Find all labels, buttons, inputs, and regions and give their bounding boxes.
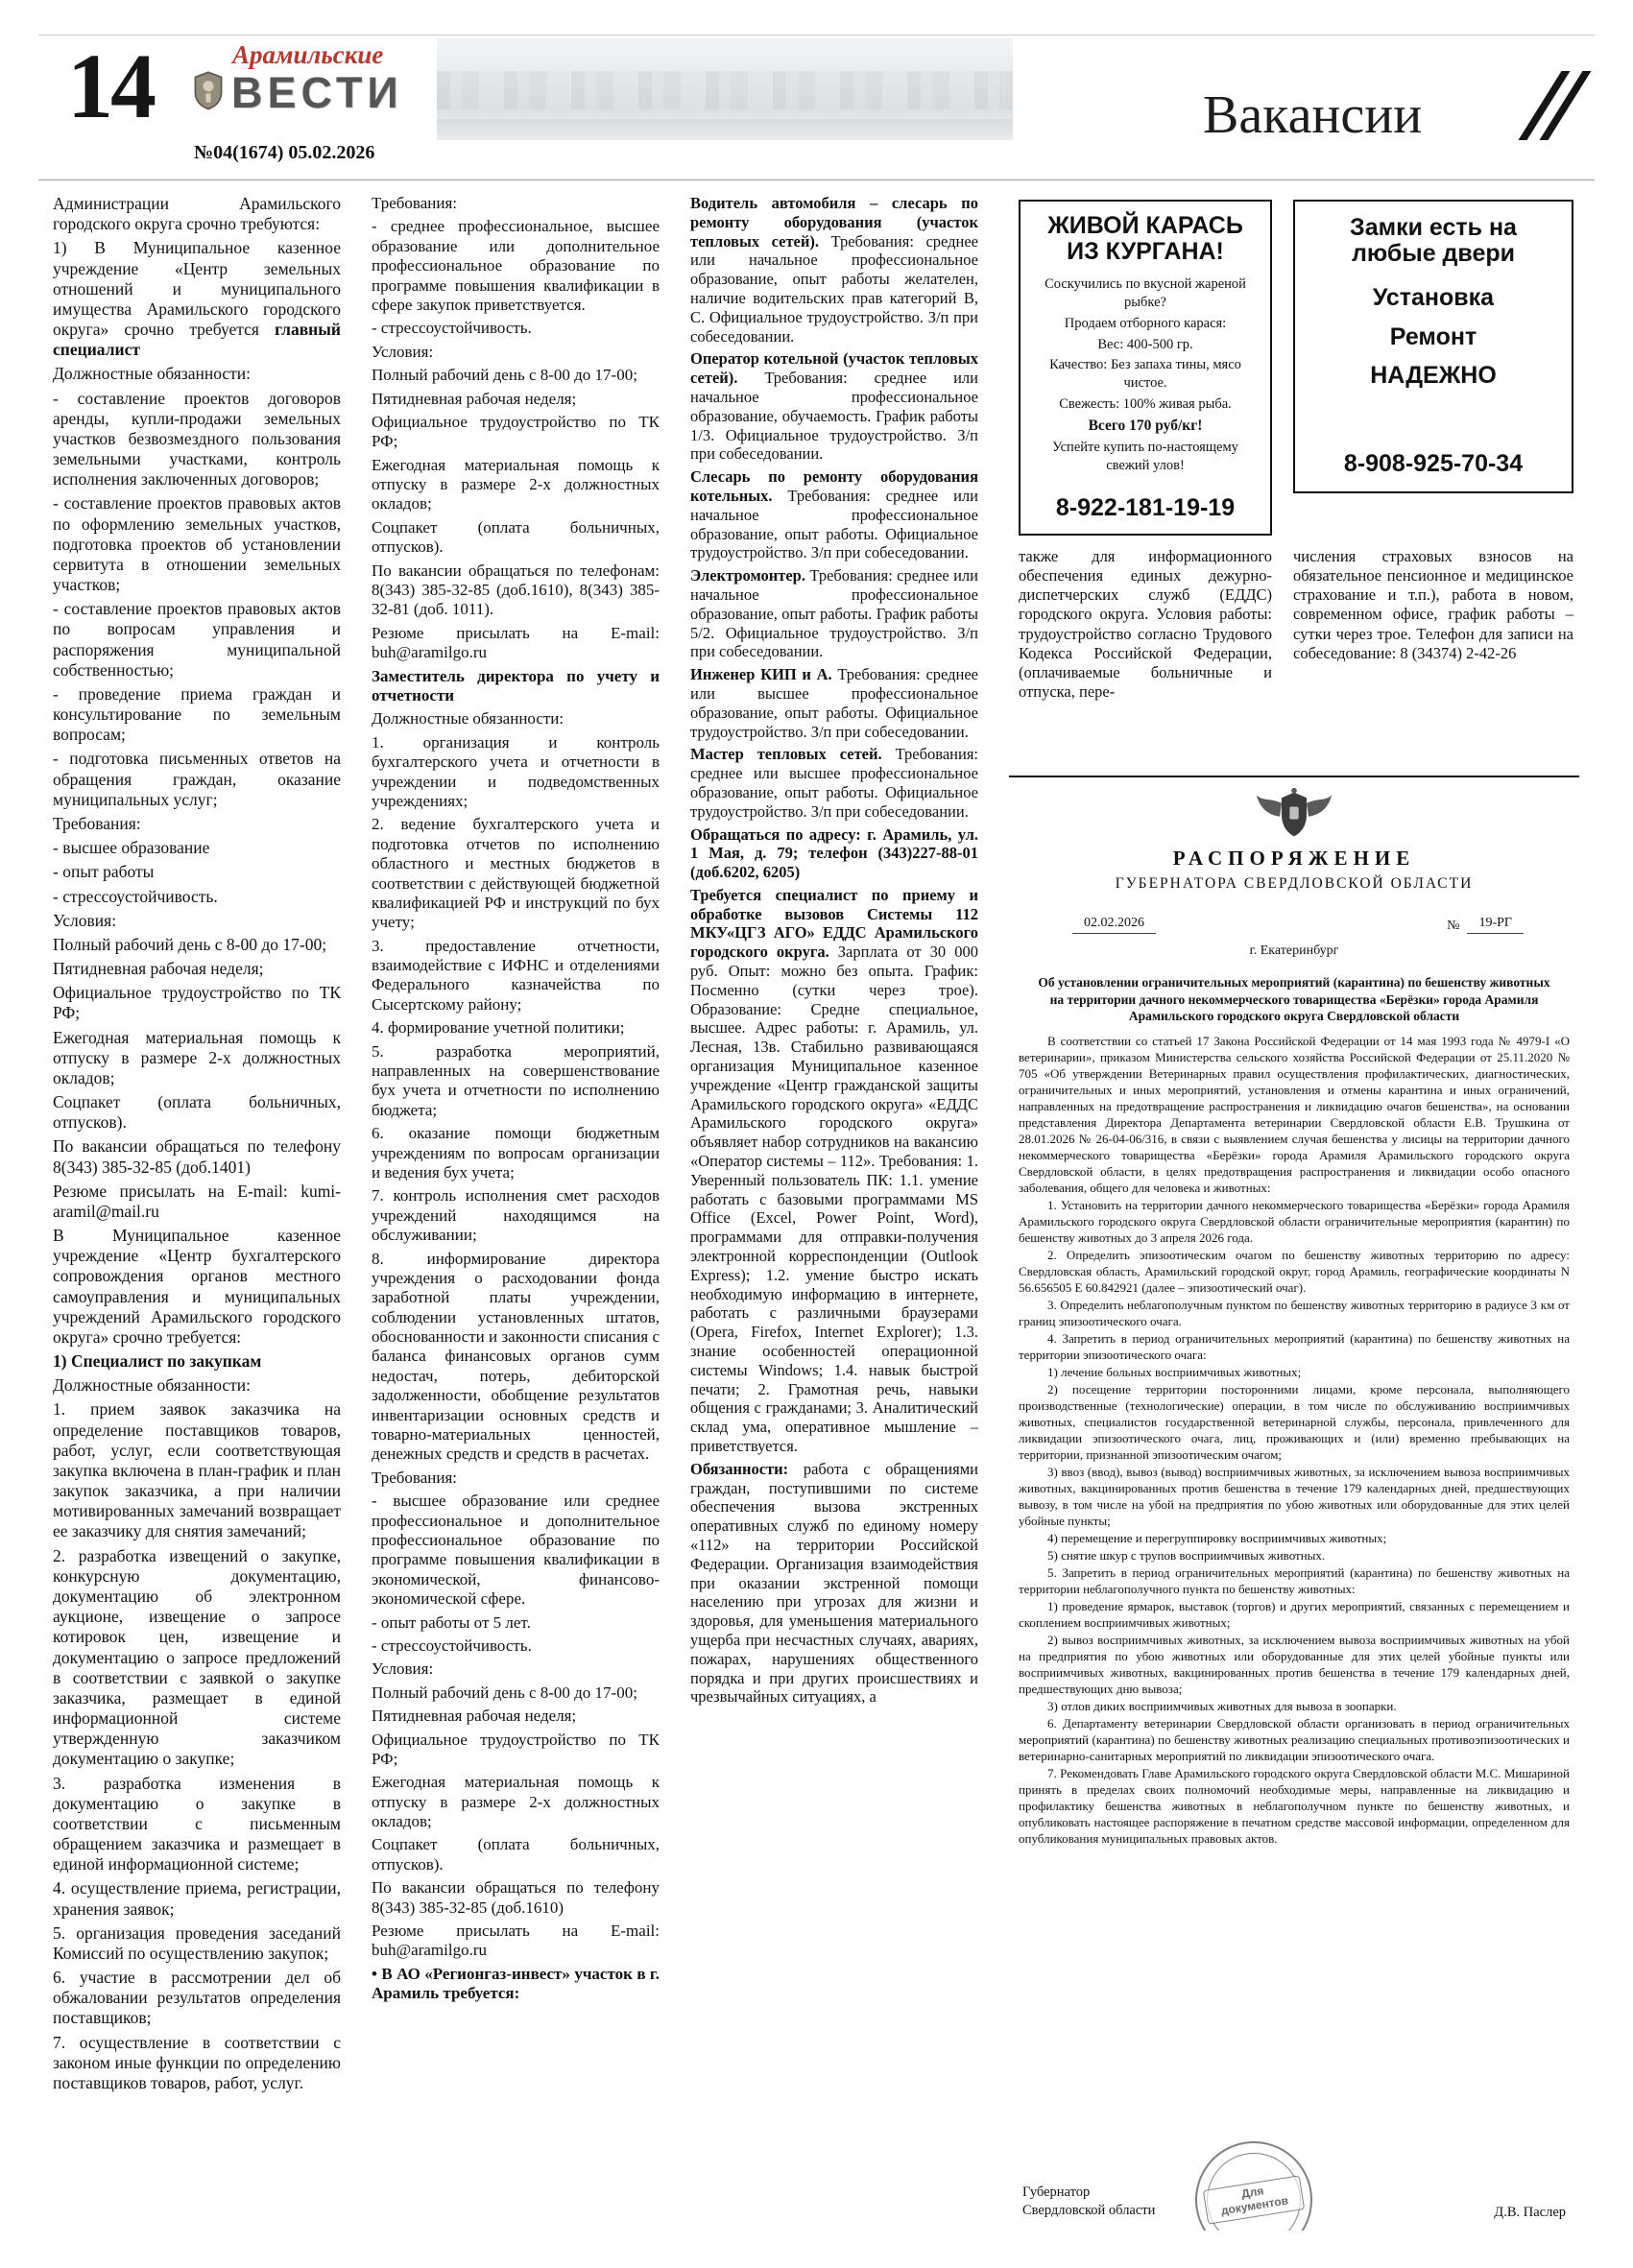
coat-of-arms-icon bbox=[1254, 787, 1334, 841]
vacancy-paragraph: Ежегодная материальная помощь к отпуску в размере 2-х должностных окладов; bbox=[53, 1027, 341, 1087]
continuation-paragraph: также для информационного обеспечения единых дежурно-диспетчерских служб (ЕДДС) городского округа. Условия работы: трудоустройство согласно Трудового Кодекса Российской Федерации, (оплачиваемые больничные и отпуска, пере- bbox=[1019, 547, 1272, 701]
decree-kind: РАСПОРЯЖЕНИЕ bbox=[1172, 847, 1416, 870]
vacancy-paragraph: Условия: bbox=[53, 910, 117, 930]
vacancy-paragraph: 1. прием заявок заказчика на определение поставщиков товаров, работ, услуг, если соответствующая закупка включена в план-график и план закупок заказчика, а при наличии мотивированных замечаний возвращает ее заказчику для снятия замечаний; bbox=[53, 1399, 341, 1541]
vacancy-paragraph: - составление проектов правовых актов по оформлению земельных участков, подготовка проектов об установлении сервитута в отношении земельных участков; bbox=[53, 493, 341, 595]
continuation-column-b bbox=[1293, 547, 1573, 762]
vacancy-paragraph: 2. ведение бухгалтерского учета и подготовка отчетов по исполнению областного и местных бюджетов в соответствии с действующей бюджетной квалификацией РФ и инструкций по бух учету; bbox=[372, 815, 660, 932]
vacancy-paragraph: Электромонтер. Требования: среднее или начальное профессиональное образование, опыт работы. График работы 5/2. Официальное трудоустройство. З/п при собеседовании. bbox=[690, 566, 978, 661]
decree-paragraph: 5. Запретить в период ограничительных мероприятий (карантина) по бешенству животных на территории неблагополучного пункта по бешенству животных: bbox=[1019, 1565, 1570, 1597]
decree-document bbox=[1009, 787, 1579, 2231]
decree-paragraph: 7. Рекомендовать Главе Арамильского городского округа Свердловской области М.С. Мишариной принять в пределах своих полномочий необходимые меры, направленные на ликвидацию и профилактику бешенства животных в неблагополучном пункте по бешенству животных, и опубликовать настоящее распоряжение в печатном средстве массовой информации, определенном для опубликования муниципальных правовых актов. bbox=[1019, 1766, 1570, 1847]
vacancy-paragraph: 5. организация проведения заседаний Комиссий по осуществлению закупок; bbox=[53, 1922, 341, 1963]
vacancy-paragraph: Требования: bbox=[372, 1468, 458, 1487]
vacancy-paragraph: Резюме присылать на E-mail: kumi-aramil@mail.ru bbox=[53, 1181, 341, 1221]
vacancy-paragraph: Пятидневная рабочая неделя; bbox=[53, 959, 264, 979]
vacancy-paragraph: 2. разработка извещений о закупке, конкурсную документацию, документацию об электронном аукционе, извещение о запросе котировок цен, извещение и документацию о запросе предложений в соответствии с заявкой о закупке заказчика, размещает в единой информационной системе утвержденную заказчиком документацию о закупке; bbox=[53, 1545, 341, 1769]
vacancy-paragraph: - опыт работы от 5 лет. bbox=[372, 1612, 531, 1632]
vacancy-paragraph: По вакансии обращаться по телефонам: 8(343) 385-32-85 (доб.1610), 8(343) 385-32-81 (доб. 1011). bbox=[372, 561, 660, 619]
ad-fish-line: Соскучились по вкусной жареной рыбке? bbox=[1045, 276, 1246, 310]
vacancy-paragraph: 3. предоставление отчетности, взаимодействие с ИФНС и отделениями Федерального казначейства по Сысертскому району; bbox=[372, 936, 660, 1014]
ad-fish-line: Свежесть: 100% живая рыба. bbox=[1059, 396, 1232, 413]
ad-fish-line: Качество: Без запаха тины, мясо чистое. bbox=[1049, 357, 1241, 392]
decree-paragraph: 2) посещение территории посторонними лицами, кроме персонала, выполняющего производственные (технологические) операции, в том числе по обслуживанию восприимчивых животных, специалистов государственной ветеринарной службы, персонала, привлеченного для ликвидации эпизоотического очага, лиц, проживающих и (или) временно пребывающих на территории, признанной эпизоотическим очагом; bbox=[1019, 1381, 1570, 1463]
vacancy-paragraph: Полный рабочий день с 8-00 до 17-00; bbox=[53, 934, 327, 954]
vacancy-paragraph: - стрессоустойчивость. bbox=[53, 886, 218, 906]
decree-number: 19-РГ bbox=[1467, 916, 1524, 934]
vacancy-paragraph: Официальное трудоустройство по ТК РФ; bbox=[53, 983, 341, 1023]
vacancy-paragraph: - среднее профессиональное, высшее образование или дополнительное профессиональное образование по программе повышения квалификации в сфере закупок приветствуется. bbox=[372, 217, 660, 314]
vacancy-paragraph: Инженер КИП и А. Требования: среднее или высшее профессиональное образование, опыт работы. Официальное трудоустройство. З/п при собеседовании. bbox=[690, 665, 978, 741]
right-region bbox=[1009, 194, 1579, 2231]
vacancy-paragraph: Пятидневная рабочая неделя; bbox=[372, 1707, 577, 1726]
vacancy-paragraph: Должностные обязанности: bbox=[372, 709, 564, 728]
ad-locks-line-repair: Ремонт bbox=[1389, 322, 1477, 350]
vacancy-paragraph: Должностные обязанности: bbox=[53, 1375, 252, 1396]
vacancy-paragraph: 1) В Муниципальное казенное учреждение «Центр земельных отношений и муниципального имущества Арамильского городского округа» срочно требуется главный специалист bbox=[53, 238, 341, 360]
vacancy-paragraph: 8. информирование директора учреждения о расходовании фонда заработной платы учреждении, соблюдении установленных штатов, обоснованности и законности списания с баланса финансовых органов сумм недостач, потерь, дебиторской задолженности, обобщение результатов инвентаризации основных средств и товарно-материальных ценностей, денежных средств и средств в расчетах. bbox=[372, 1249, 660, 1464]
vacancy-paragraph: 6. оказание помощи бюджетным учреждениям по вопросам организации и ведения бух учета; bbox=[372, 1124, 660, 1182]
vacancy-paragraph: - проведение приема граждан и консультирование по земельным вопросам; bbox=[53, 683, 341, 745]
vacancy-paragraph: 7. контроль исполнения смет расходов учреждений находящимся на обслуживании; bbox=[372, 1186, 660, 1245]
vacancy-paragraph: Ежегодная материальная помощь к отпуску в размере 2-х должностных окладов; bbox=[372, 455, 660, 513]
masthead-script: Арамильские bbox=[232, 40, 384, 69]
ad-fish-title-line2: ИЗ КУРГАНА! bbox=[1067, 238, 1224, 265]
vacancy-paragraph: Требования: bbox=[53, 813, 141, 833]
header-rule-top bbox=[38, 35, 1595, 36]
masthead bbox=[192, 42, 403, 115]
vacancy-paragraph: Соцпакет (оплата больничных, отпусков). bbox=[53, 1092, 341, 1133]
decree-date: 02.02.2026 bbox=[1072, 916, 1156, 934]
decree-footer bbox=[1009, 2178, 1579, 2231]
decree-paragraph: 3) отлов диких восприимчивых животных для вывоза в зоопарки. bbox=[1047, 1699, 1397, 1714]
ad-fish-phone: 8-922-181-19-19 bbox=[1055, 494, 1236, 521]
masthead-title: ВЕСТИ bbox=[231, 68, 403, 117]
vacancy-paragraph: - стрессоустойчивость. bbox=[372, 319, 532, 338]
decree-paragraph: 6. Департаменту ветеринарии Свердловской области организовать в период ограничительных мероприятий (карантина) по бешенству животных реализацию специальных противоэпизоотических и ветеринарно-санитарных мероприятий по ликвидации эпизоотического очага. bbox=[1019, 1716, 1570, 1764]
decree-paragraph: 1. Установить на территории дачного некоммерческого товарищества «Берёзки» города Арамиля Арамильского городского округа Свердловской области ограничительные мероприятия (карантин) по бешенству животных до 3 апреля 2026 года. bbox=[1019, 1197, 1570, 1245]
vacancy-paragraph: Ежегодная материальная помощь к отпуску в размере 2-х должностных окладов; bbox=[372, 1773, 660, 1831]
vacancy-paragraph: 1) Специалист по закупкам bbox=[53, 1351, 262, 1372]
decree-paragraph: 2) вывоз восприимчивых животных, за исключением вывоза восприимчивых животных на убой на предприятия по убою животных или оборудованные для этих целей убойные пункты или восприимчивых животных, вакцинированных против бешенства в течение 179 календарных дней, предшествующих дню вывоза; bbox=[1019, 1633, 1570, 1697]
vacancy-paragraph: В Муниципальное казенное учреждение «Центр бухгалтерского сопровождения органов местного самоуправления и муниципальных учреждений Арамильского городского округа» срочно требуется: bbox=[53, 1226, 341, 1347]
header-rule-bottom bbox=[38, 179, 1595, 180]
vacancy-paragraph: Должностные обязанности: bbox=[53, 364, 252, 384]
vacancy-paragraph: Требования: bbox=[372, 194, 458, 212]
vacancy-paragraph: 7. осуществление в соответствии с законом иные функции по определению поставщиков товаров, работ, услуг. bbox=[53, 2032, 341, 2092]
vacancy-paragraph: По вакансии обращаться по телефону 8(343) 385-32-85 (доб.1610) bbox=[372, 1878, 660, 1917]
vacancy-paragraph: Водитель автомобиля – слесарь по ремонту оборудования (участок тепловых сетей). Требования: среднее или начальное профессиональное образование, опыт работы желателен, наличие водительских прав категорий В, С. Официальное трудоустройство. З/п при собеседовании. bbox=[690, 194, 978, 346]
vacancy-paragraph: Соцпакет (оплата больничных, отпусков). bbox=[372, 517, 660, 557]
ad-locks-line-reliable: НАДЕЖНО bbox=[1370, 362, 1497, 389]
vacancy-paragraph: Мастер тепловых сетей. Требования: среднее или высшее профессиональное образование, опыт работы. Официальное трудоустройство. З/п при собеседовании. bbox=[690, 745, 978, 821]
double-slash-icon bbox=[1519, 71, 1594, 140]
issue-line: №04(1674) 05.02.2026 bbox=[194, 142, 375, 163]
vacancy-paragraph: Слесарь по ремонту оборудования котельных. Требования: среднее или начальное профессиональное образование, опыт работы. Официальное трудоустройство. З/п при собеседовании. bbox=[690, 467, 978, 562]
decree-separator-rule bbox=[1009, 776, 1579, 777]
ad-fish-line: Всего 170 руб/кг! bbox=[1088, 417, 1203, 434]
section-title: Вакансии bbox=[1203, 85, 1423, 145]
vacancy-paragraph: - подготовка письменных ответов на обращения граждан, оказание муниципальных услуг; bbox=[53, 749, 341, 809]
ad-fish-line: Продаем отборного карася: bbox=[1064, 315, 1227, 331]
ad-locks-line-install: Установка bbox=[1372, 284, 1495, 311]
ad-fish-line: Успейте купить по-настоящему свежий улов! bbox=[1052, 440, 1238, 473]
decree-paragraph: 3) ввоз (ввод), вывоз (вывод) восприимчивых животных, за исключением вывоза восприимчивых животных, вакцинированных против бешенства в течение 179 календарных дней, предшествующих вывозу, в том числе на убой на предприятия по убою животных или оборудованные для этих целей убойные пункты; bbox=[1019, 1465, 1570, 1529]
decree-paragraph: 1) проведение ярмарок, выставок (торгов) и других мероприятий, связанных с перемещением и скоплением восприимчивых животных; bbox=[1019, 1599, 1570, 1631]
vacancy-paragraph: Требуется специалист по приему и обработке вызовов Системы 112 МКУ«ЦГЗ АГО» ЕДДС Арамильского городского округа. Зарплата от 30 000 руб. Опыт: можно без опыта. График: Посменно (сутки через трое). Образование: Средне специальное, высшее. Адрес работы: г. Арамиль, ул. Лесная, 13в. Стабильно развивающаяся организация Муниципальное казенное учреждение «Центр гражданской защиты Арамильского городского округа» «ЕДДС Арамильского городского округа» объявляет набор сотрудников на вакансию «Оператор системы – 112». Требования: 1. Уверенный пользователь ПК: 1.1. умение работать с базовыми программами MS Office (Excel, Power Point, Word), программами для отправки-получения электронной корреспонденции (Outlook Express); 1.2. умение быстро искать необходимую информацию в интернете, работать с различными браузерами (Opera, Firefox, Internet Explorer); 1.3. знание особенностей операционной системы Windows; 1.4. навык быстрой печати; 2. Грамотная речь, навыки общения с гражданами; 3. Аналитический склад ума, оперативное мышление – приветствуется. bbox=[690, 885, 978, 1455]
decree-signer-role: Губернатор Свердловской области bbox=[1022, 2184, 1156, 2219]
ad-fish-title-line1: ЖИВОЙ КАРАСЬ bbox=[1047, 212, 1243, 239]
vacancy-paragraph: 6. участие в рассмотрении дел об обжаловании результатов определения поставщиков; bbox=[53, 1968, 341, 2028]
classified-ad-fish bbox=[1019, 200, 1272, 536]
decree-title: Об установлении ограничительных мероприятий (карантина) по бешенству животных на территории дачного некоммерческого товарищества «Берёзки» города Арамиля Арамильского городского округа Свердловской области bbox=[1038, 975, 1550, 1024]
page-number: 14 bbox=[67, 35, 154, 137]
decree-paragraph: 1) лечение больных восприимчивых животных; bbox=[1047, 1364, 1302, 1379]
vacancy-paragraph: 5. разработка мероприятий, направленных на совершенствование бух учета и отчетности по исполнению бюджета; bbox=[372, 1041, 660, 1119]
ad-fish-body bbox=[1030, 273, 1261, 475]
decree-paragraph: 2. Определить эпизоотическим очагом по бешенству животных территорию по адресу: Свердловская область, Арамильский городской округ, город Арамиль, географические координаты N 56.656505 E 60.842921 (далее – эпизоотический очаг). bbox=[1019, 1247, 1570, 1295]
decree-authority: ГУБЕРНАТОРА СВЕРДЛОВСКОЙ ОБЛАСТИ bbox=[1115, 875, 1474, 892]
vacancy-paragraph: Полный рабочий день с 8-00 до 17-00; bbox=[372, 366, 637, 385]
vacancy-paragraph: Обязанности: работа с обращениями граждан, поступившими по системе обеспечения вызова экстренных оперативных служб по единому номеру «112» на территории Российской Федерации. Организация взаимодействия при оказании экстренной помощи населению при угрозах для жизни и здоровья, для уменьшения материального ущерба при несчастных случаях, авариях, пожарах, нарушениях общественного порядка и при других происшествиях и чрезвычайных ситуациях, а bbox=[690, 1459, 978, 1707]
vacancy-paragraph: Официальное трудоустройство по ТК РФ; bbox=[372, 1730, 660, 1768]
decree-number-sign: № bbox=[1447, 919, 1460, 933]
decree-paragraph: 3. Определить неблагополучным пунктом по бешенству животных территорию в радиусе 3 км от границ эпизоотического очага. bbox=[1019, 1297, 1570, 1328]
vacancy-paragraph: Заместитель директора по учету и отчетности bbox=[372, 666, 660, 704]
vacancy-paragraph: Пятидневная рабочая неделя; bbox=[372, 389, 577, 408]
vacancy-paragraph: 4. формирование учетной политики; bbox=[372, 1018, 625, 1038]
decree-city: г. Екатеринбург bbox=[1249, 943, 1339, 958]
vacancy-paragraph: - опыт работы bbox=[53, 862, 155, 882]
vacancy-paragraph: - составление проектов договоров аренды, купли-продажи земельных участков безвозмездного пользования земельными участками, контроль исполнения заключенных договоров; bbox=[53, 388, 341, 489]
vacancies-column-1 bbox=[53, 194, 341, 2231]
vacancies-column-3 bbox=[690, 194, 978, 2231]
vacancy-paragraph: Резюме присылать на E-mail: buh@aramilgo.ru bbox=[372, 623, 660, 662]
ad-fish-line: Вес: 400-500 гр. bbox=[1097, 336, 1193, 352]
vacancy-paragraph: Условия: bbox=[372, 1659, 434, 1679]
decree-body bbox=[1009, 1033, 1579, 2153]
vacancy-paragraph: • В АО «Регионгаз-инвест» участок в г. Арамиль требуется: bbox=[372, 1964, 660, 2003]
vacancy-paragraph: - высшее образование или среднее профессиональное и дополнительное профессиональное образование по программе повышения квалификации в экономической, финансово-экономической сфере. bbox=[372, 1492, 660, 1609]
header-panorama-photo bbox=[437, 38, 1013, 140]
vacancy-paragraph: Полный рабочий день с 8-00 до 17-00; bbox=[372, 1683, 637, 1702]
vacancy-paragraph: 1. организация и контроль бухгалтерского учета и отчетности в учреждении и подведомственных учреждениях; bbox=[372, 732, 660, 810]
masthead-emblem-icon bbox=[192, 70, 225, 115]
stamp-text: Для документов bbox=[1203, 2175, 1305, 2224]
vacancy-paragraph: - высшее образование bbox=[53, 838, 210, 858]
vacancy-paragraph: По вакансии обращаться по телефону 8(343) 385-32-85 (доб.1401) bbox=[53, 1136, 341, 1177]
vacancy-paragraph: 4. осуществление приема, регистрации, хранения заявок; bbox=[53, 1878, 341, 1919]
ad-locks-phone: 8-908-925-70-34 bbox=[1343, 450, 1524, 477]
vacancy-paragraph: Оператор котельной (участок тепловых сетей). Требования: среднее или начальное профессиональное образование, обучаемость. График работы 1/3. Официальное трудоустройство. З/п при собеседовании. bbox=[690, 349, 978, 464]
vacancy-paragraph: Соцпакет (оплата больничных, отпусков). bbox=[372, 1835, 660, 1874]
continuation-column-a bbox=[1019, 547, 1272, 762]
vacancy-paragraph: 3. разработка изменения в документацию о закупке в соответствии с письменным обращением заказчика и размещает в единой информационной системе; bbox=[53, 1773, 341, 1874]
decree-paragraph: 4) перемещение и перегруппировку восприимчивых животных; bbox=[1047, 1531, 1387, 1546]
decree-dateline bbox=[1009, 916, 1579, 934]
decree-signer-name: Д.В. Паслер bbox=[1494, 2205, 1566, 2220]
continuation-paragraph: числения страховых взносов на обязательное пенсионное и медицинское страхование и т.п.), работа в новом, современном офисе, график работы – сутки через трое. Телефон для записи на собеседование: 8 (34374) 2-42-26 bbox=[1293, 547, 1573, 662]
decree-paragraph: 5) снятие шкур с трупов восприимчивых животных. bbox=[1047, 1548, 1326, 1564]
vacancy-paragraph: - составление проектов правовых актов по вопросам управления и распоряжения муниципальной собственностью; bbox=[53, 599, 341, 680]
vacancy-paragraph: Обращаться по адресу: г. Арамиль, ул. 1 Мая, д. 79; телефон (343)227-88-01 (доб.6202, 6205) bbox=[690, 824, 978, 882]
decree-paragraph: 4. Запретить в период ограничительных мероприятий (карантина) по бешенству животных на территории эпизоотического очага: bbox=[1019, 1330, 1570, 1362]
vacancy-paragraph: Администрации Арамильского городского округа срочно требуются: bbox=[53, 194, 341, 234]
vacancy-paragraph: - стрессоустойчивость. bbox=[372, 1635, 532, 1655]
vacancy-paragraph: Резюме присылать на E-mail: buh@aramilgo.ru bbox=[372, 1922, 660, 1960]
classified-ad-locks bbox=[1293, 200, 1573, 493]
ad-locks-title: Замки есть на любые двери bbox=[1350, 214, 1517, 267]
vacancy-paragraph: Условия: bbox=[372, 342, 434, 361]
vacancies-column-2 bbox=[372, 194, 660, 2231]
vacancy-paragraph: Официальное трудоустройство по ТК РФ; bbox=[372, 412, 660, 451]
decree-paragraph: В соответствии со статьей 17 Закона Российской Федерации от 14 мая 1993 года № 4979-I «О ветеринарии», приказом Министерства сельского хозяйства Российской Федерации от 25.11.2020 № 705 «Об утверждении Ветеринарных правил осуществления профилактических, диагностических, ограничительных и иных мероприятий, установления и отмены карантина и иных ограничений, направленных на предотвращение распространения и ликвидацию очагов бешенства», на основании представления Директора Департамента ветеринарии Свердловской области Е.В. Трушкина от 28.01.2026 № 26-04-06/316, в связи с выявлением случая бешенства у лисицы на территории дачного некоммерческого товарищества «Берёзки» города Арамиля Арамильского городского округа Свердловской области, в целях предотвращения распространения и ликвидации особо опасного заболевания, общего для человека и животных: bbox=[1019, 1033, 1570, 1195]
